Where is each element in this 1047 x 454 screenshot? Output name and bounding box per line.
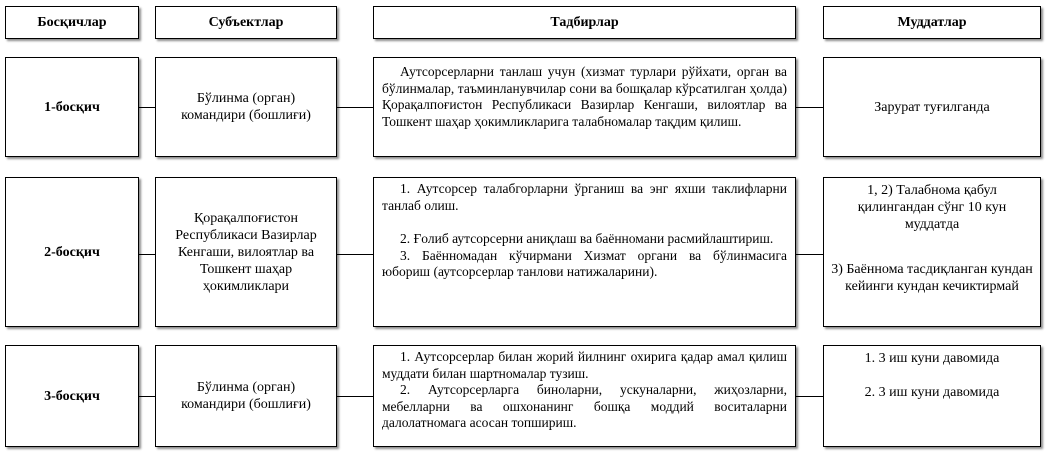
deadlines-1-box <box>823 57 1041 157</box>
subject-label: Қорақалпоғистон Республикаси Вазирлар Кенгаши, вилоятлар ва Тошкент шаҳар ҳокимликлари <box>175 210 317 294</box>
connector-line <box>139 396 155 397</box>
action-item: 2. Аутсорсерларга биноларни, ускуналарни, жиҳозларни, мебелларни ва ошхонанинг бошқа моддий воситаларни далолатномага асосан топшириш. <box>382 382 787 430</box>
header-subjects-label: Субъектлар <box>208 14 284 30</box>
stage-3-box <box>5 345 139 447</box>
connector-line <box>337 396 373 397</box>
actions-1-box <box>373 57 796 157</box>
subject-label: Бўлинма (орган) командири (бошлиғи) <box>181 91 311 123</box>
stage-2-box <box>5 177 139 327</box>
action-item: 1. Аутсорсерлар билан жорий йилнинг охирига қадар амал қилиш муддати билан шартномалар тузиш. <box>382 349 787 381</box>
stage-1-box <box>5 57 139 157</box>
connector-line <box>796 396 823 397</box>
header-deadlines-label: Муддатлар <box>897 14 967 30</box>
connector-line <box>139 107 155 108</box>
header-subjects <box>155 6 337 39</box>
deadline-item: 3) Баённома тасдиқланган кундан кейинги кундан кечиктирмай <box>831 262 1033 294</box>
header-stages-label: Босқичлар <box>37 14 107 30</box>
deadline-item: 1. 3 иш куни давомида <box>864 351 1000 366</box>
actions-3-box <box>373 345 796 447</box>
deadline-item: Зарурат туғилганда <box>874 99 990 115</box>
connector-line <box>337 107 373 108</box>
deadlines-3-box <box>823 345 1041 447</box>
connector-line <box>337 254 373 255</box>
actions-2-box <box>373 177 796 327</box>
action-item: 2. Ғолиб аутсорсерни аниқлаш ва баённомани расмийлаштириш. <box>400 231 774 246</box>
stage-label: 3-босқич <box>44 388 100 404</box>
action-item: 1. Аутсорсер талабгорларни ўрганиш ва энг яхши таклифларни танлаб олиш. <box>382 181 787 213</box>
connector-line <box>796 107 823 108</box>
stage-label: 2-босқич <box>44 244 100 260</box>
connector-line <box>796 254 823 255</box>
header-stages <box>5 6 139 39</box>
action-item: 3. Баённомадан кўчирмани Хизмат органи ва бўлинмасига юбориш (аутсорсерлар танлови натижаларини). <box>382 247 787 279</box>
deadline-item: 2. 3 иш куни давомида <box>864 385 1000 400</box>
subject-2-box <box>155 177 337 327</box>
stage-label: 1-босқич <box>44 99 100 115</box>
action-item: Аутсорсерларни танлаш учун (хизмат турлари рўйхати, орган ва бўлинмалар, таъминланувчилар сони ва бошқалар кўрсатилган ҳолда) Қорақалпоғистон Республикаси Вазирлар Кенгаши, вилоятлар ва Тошкент шаҳар ҳокимликларига талабномалар тақдим қилиш. <box>382 64 787 129</box>
deadline-item: 1, 2) Талабнома қабул қилингандан сўнг 10 кун муддатда <box>857 183 1007 232</box>
deadlines-2-box <box>823 177 1041 327</box>
connector-line <box>139 254 155 255</box>
subject-label: Бўлинма (орган) командири (бошлиғи) <box>181 380 311 412</box>
subject-3-box <box>155 345 337 447</box>
header-actions <box>373 6 796 39</box>
header-actions-label: Тадбирлар <box>550 14 619 30</box>
subject-1-box <box>155 57 337 157</box>
header-deadlines <box>823 6 1041 39</box>
